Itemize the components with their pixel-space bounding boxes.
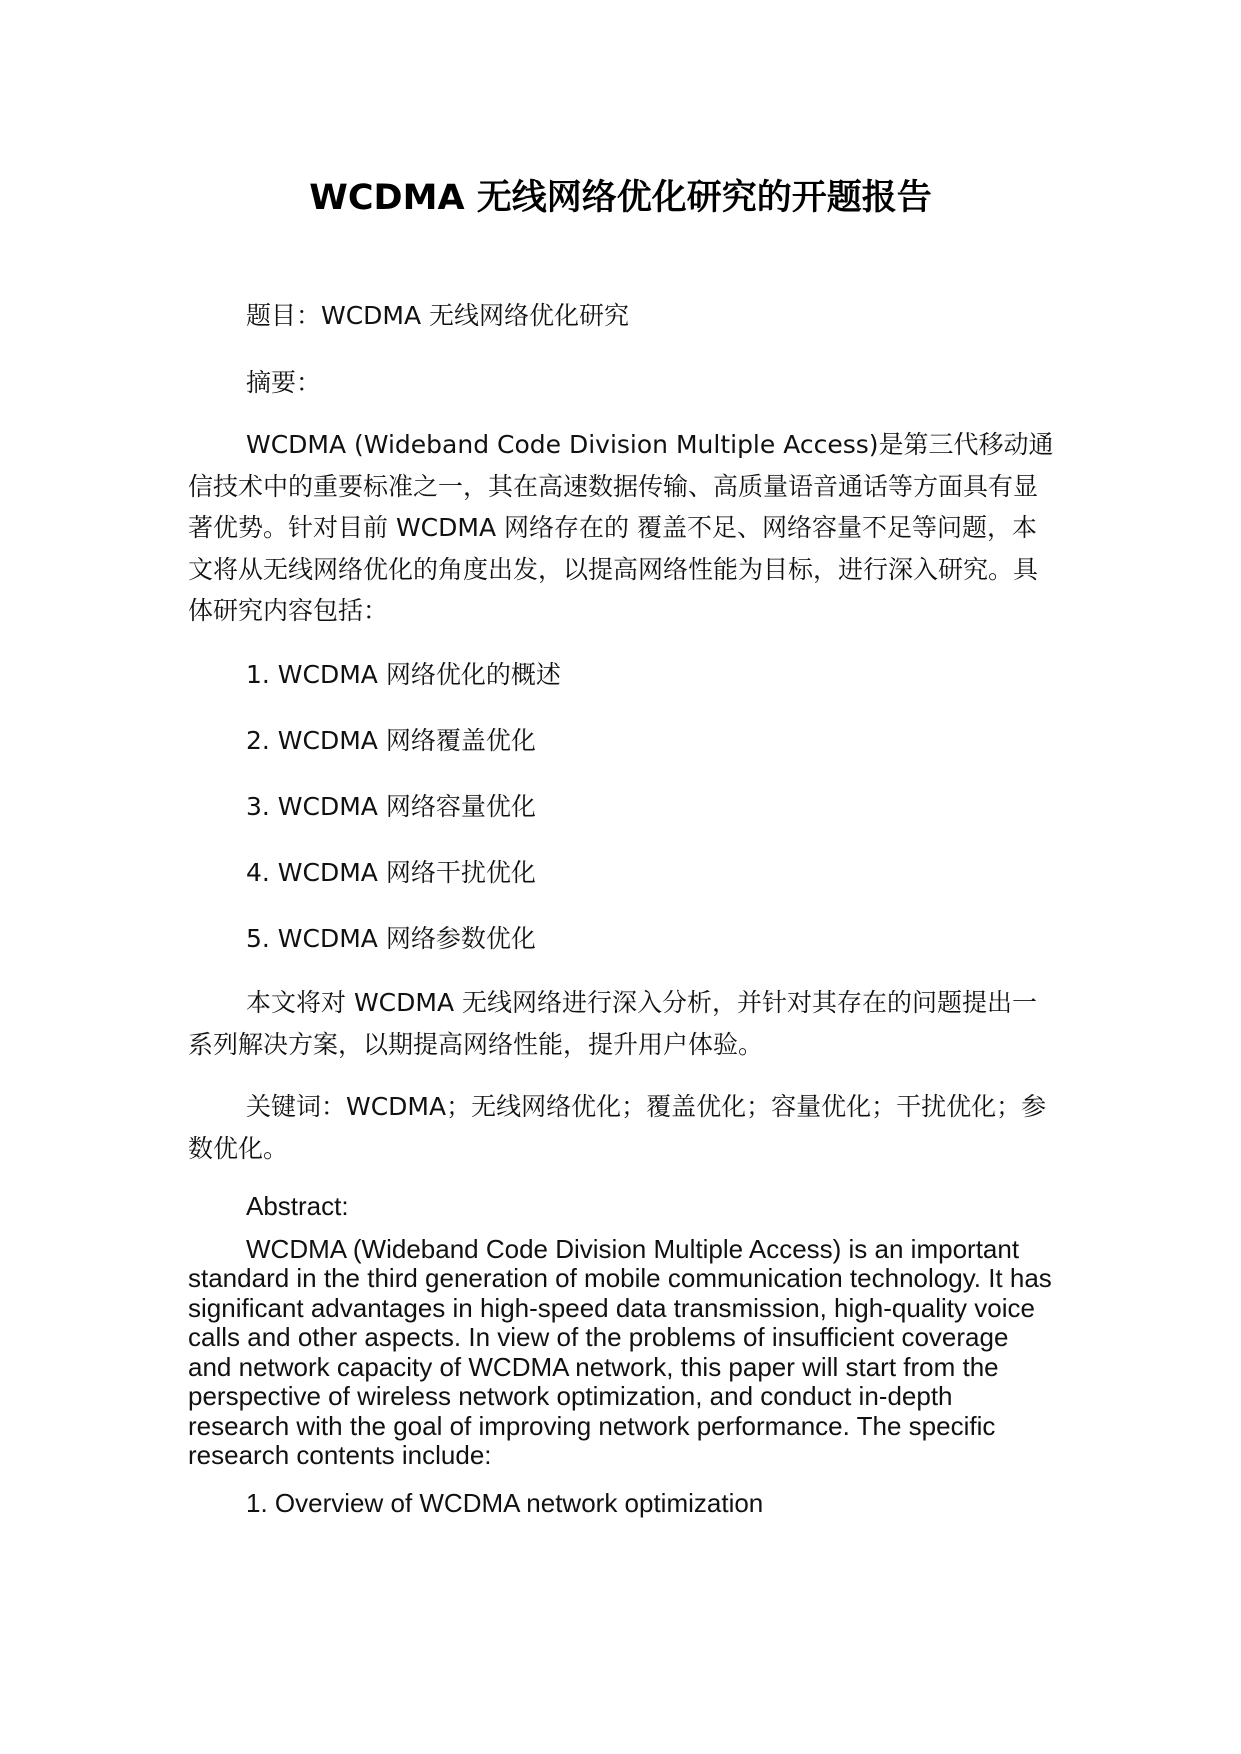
english-item-1: 1. Overview of WCDMA network optimization: [246, 1487, 764, 1518]
conclusion-paragraph: 本文将对 WCDMA 无线网络进行深入分析，并针对其存在的问题提出一系列解决方案，以期提高网络性能，提升用户体验。: [188, 987, 1037, 1059]
research-item-4: 4. WCDMA 网络干扰优化: [246, 857, 536, 887]
subject-line: 题目：WCDMA 无线网络优化研究: [246, 301, 630, 330]
document-title: WCDMA 无线网络优化研究的开题报告: [309, 178, 932, 218]
research-item-5: 5. WCDMA 网络参数优化: [246, 923, 536, 953]
abstract-heading: 摘要：: [246, 368, 322, 397]
document-body: [188, 293, 1058, 1520]
research-item-3: 3. WCDMA 网络容量优化: [246, 791, 536, 821]
english-abstract-heading: Abstract:: [246, 1190, 349, 1221]
keywords-paragraph: 关键词：WCDMA；无线网络优化；覆盖优化；容量优化；干扰优化；参数优化。: [188, 1091, 1047, 1163]
research-item-1: 1. WCDMA 网络优化的概述: [246, 659, 561, 689]
abstract-paragraph: WCDMA (Wideband Code Division Multiple Access)是第三代移动通信技术中的重要标准之一，其在高速数据传输、高质量语音通话等方面具有显著优势。针对目前 WCDMA 网络存在的 覆盖不足、网络容量不足等问题，本文将从无线网络优化的角度出发，以提高网络性能为目标，进行深入研究。具体研究内容包括：: [188, 430, 1054, 625]
english-abstract-paragraph: WCDMA (Wideband Code Division Multiple Access) is an important standard in the third generation of mobile communication technology. It has significant advantages in high-speed data transmission, high-quality voice calls and other aspects. In view of the problems of insufficient coverage and network capacity of WCDMA network, this paper will start from the perspective of wireless network optimization, and conduct in-depth research with the goal of improving network performance. The specific research contents include:: [188, 1233, 1052, 1470]
research-item-2: 2. WCDMA 网络覆盖优化: [246, 725, 536, 755]
